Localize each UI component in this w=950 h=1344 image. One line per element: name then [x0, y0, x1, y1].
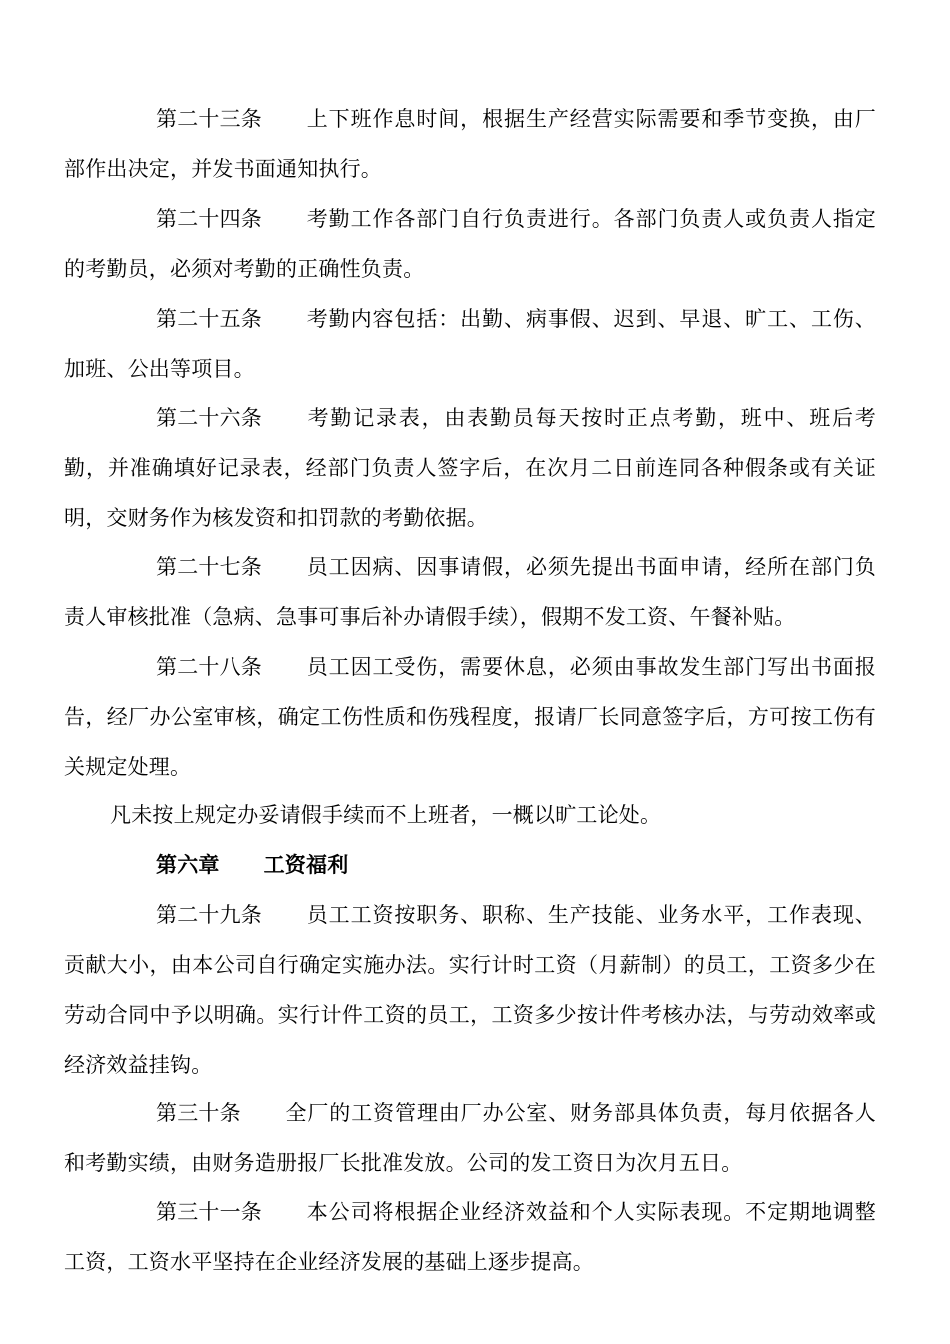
absence-note — [64, 790, 876, 840]
article-text: 考勤内容包括：出勤、病事假、迟到、早退、旷工、工伤、加班、公出等项目。 — [64, 307, 876, 381]
article-number: 第二十六条 — [156, 406, 262, 430]
article-number: 第二十四条 — [156, 207, 262, 231]
article-number: 第三十一条 — [156, 1200, 262, 1224]
article-text: 上下班作息时间，根据生产经营实际需要和季节变换，由厂部作出决定，并发书面通知执行。 — [64, 107, 876, 181]
article-24 — [64, 194, 876, 294]
article-number: 第三十条 — [156, 1101, 241, 1125]
article-text: 员工因工受伤，需要休息，必须由事故发生部门写出书面报告，经厂办公室审核，确定工伤性质和伤残程度，报请厂长同意签字后，方可按工伤有关规定处理。 — [64, 655, 876, 779]
article-number: 第二十三条 — [156, 107, 262, 131]
article-text: 员工因病、因事请假，必须先提出书面申请，经所在部门负责人审核批准（急病、急事可事后补办请假手续），假期不发工资、午餐补贴。 — [64, 555, 876, 629]
article-text: 全厂的工资管理由厂办公室、财务部具体负责，每月依据各人和考勤实绩，由财务造册报厂长批准发放。公司的发工资日为次月五日。 — [64, 1101, 876, 1175]
chapter-number: 第六章 — [156, 853, 220, 877]
article-number: 第二十八条 — [156, 655, 262, 679]
article-text: 考勤工作各部门自行负责进行。各部门负责人或负责人指定的考勤员，必须对考勤的正确性负责。 — [64, 207, 876, 281]
article-27 — [64, 542, 876, 642]
note-text: 凡未按上规定办妥请假手续而不上班者，一概以旷工论处。 — [110, 803, 662, 827]
chapter-title: 工资福利 — [263, 853, 349, 877]
article-number: 第二十七条 — [156, 555, 262, 579]
article-number: 第二十九条 — [156, 903, 262, 927]
article-23 — [64, 94, 876, 194]
article-number: 第二十五条 — [156, 307, 262, 331]
article-25 — [64, 294, 876, 394]
article-text: 员工工资按职务、职称、生产技能、业务水平，工作表现、贡献大小，由本公司自行确定实施办法。实行计时工资（月薪制）的员工，工资多少在劳动合同中予以明确。实行计件工资的员工，工资多少按计件考核办法，与劳动效率或经济效益挂钩。 — [64, 903, 876, 1077]
article-26 — [64, 393, 876, 543]
article-text: 本公司将根据企业经济效益和个人实际表现。不定期地调整工资，工资水平坚持在企业经济发展的基础上逐步提高。 — [64, 1200, 876, 1274]
article-text: 考勤记录表，由表勤员每天按时正点考勤，班中、班后考勤，并准确填好记录表，经部门负责人签字后，在次月二日前连同各种假条或有关证明，交财务作为核发资和扣罚款的考勤依据。 — [64, 406, 876, 530]
article-29 — [64, 890, 876, 1090]
article-30 — [64, 1088, 876, 1188]
article-28 — [64, 642, 876, 792]
article-31 — [64, 1187, 876, 1287]
chapter-6-heading — [64, 840, 876, 890]
